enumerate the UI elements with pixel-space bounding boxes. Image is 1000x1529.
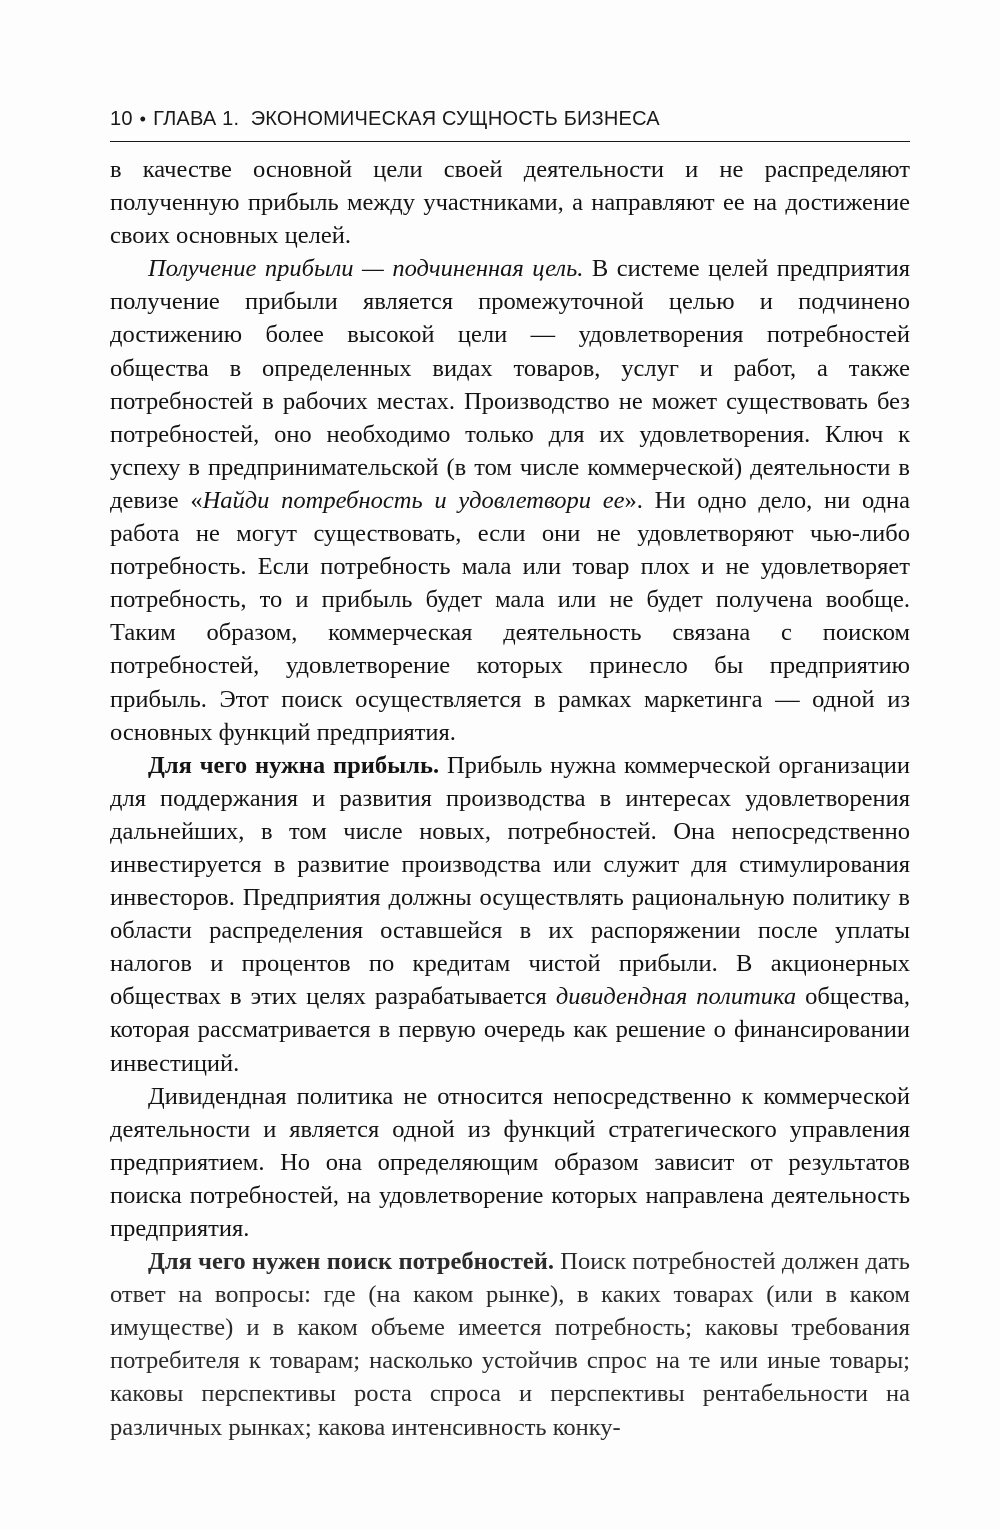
paragraph-text: ». Ни одно дело, ни одна работа не могут существовать, если они не удовлетворяют чью-либо потребность. Если потребность мала или товар плох и не удовлетворяет потребность, то и прибыль будет мала или не будет получена вообще. Таким образом, коммерческая деятельность связана с поиском потребностей, удовлетворение которых принесло бы предприятию прибыль. Этот поиск осуществляется в рамках маркетинга — одной из основных функций предприятия.: [110, 486, 910, 746]
paragraph-text: Поиск потребностей должен дать ответ на вопросы: где (на каком рынке), в каких товарах (или в каком имуществе) и в каком объеме имеется потребность; каковы требования потребителя к товарам; насколько устойчив спрос на те или иные товары; каковы перспективы роста спроса и перспективы рентабельности на различных рынках; какова интенсивность конку-: [110, 1248, 910, 1441]
page-number: 10: [110, 108, 133, 130]
paragraph-text: в качестве основной цели своей деятельности и не распределяют полученную прибыль между участниками, а направляют ее на достижение своих основных целей.: [110, 156, 910, 250]
paragraph-dividend-policy: [110, 1080, 910, 1245]
paragraph-why-search: [110, 1245, 910, 1444]
paragraph-text: общества, которая рассматривается в первую очередь как решение о финансировании инвестиций.: [110, 983, 910, 1077]
chapter-label: ГЛАВА 1.: [153, 108, 240, 130]
term-italic: дивидендная политика: [555, 983, 797, 1011]
paragraph-continuation: [110, 153, 910, 252]
header-rule: [110, 141, 910, 142]
paragraph-text: В системе целей предприятия получение прибыли является промежуточной целью и подчинено достижению более высокой цели — удовлетворения потребностей общества в определенных видах товаров, услуг и работ, а также потребностей в рабочих местах. Производство не может существовать без потребностей, оно необходимо только для их удовлетворения. Ключ к успеху в предпринимательской (в том числе коммерческой) деятельности в девизе «: [110, 255, 910, 514]
motto-italic: Найди потребность и удовлетвори ее: [202, 486, 625, 514]
page-body: [110, 153, 910, 1444]
paragraph-lead-bold: Для чего нужен поиск потребностей.: [148, 1248, 554, 1276]
paragraph-text: Дивидендная политика не относится непосредственно к коммерческой деятельности и является одной из функций стратегического управления предприятием. Но она определяющим образом зависит от результатов поиска потребностей, на удовлетворение которых направлена деятельность предприятия.: [110, 1082, 910, 1242]
paragraph-lead-bold: Для чего нужна прибыль.: [148, 751, 440, 779]
paragraph-text: Прибыль нужна коммерческой организации для поддержания и развития производства в интересах удовлетворения дальнейших, в том числе новых, потребностей. Она непосредственно инвестируется в развитие производства или служит для стимулирования инвесторов. Предприятия должны осуществлять рациональную политику в области распределения оставшейся в их распоряжении после уплаты налогов и процентов по кредитам чистой прибыли. В акционерных обществах в этих целях разрабатывается: [110, 751, 910, 1011]
chapter-title: ЭКОНОМИЧЕСКАЯ СУЩНОСТЬ БИЗНЕСА: [250, 108, 660, 130]
header-separator: •: [139, 109, 147, 129]
paragraph-subordinate-goal: [110, 252, 910, 748]
running-header: [110, 108, 910, 131]
paragraph-lead-italic: Получение прибыли — подчиненная цель.: [148, 255, 584, 283]
paragraph-why-profit: [110, 749, 910, 1080]
